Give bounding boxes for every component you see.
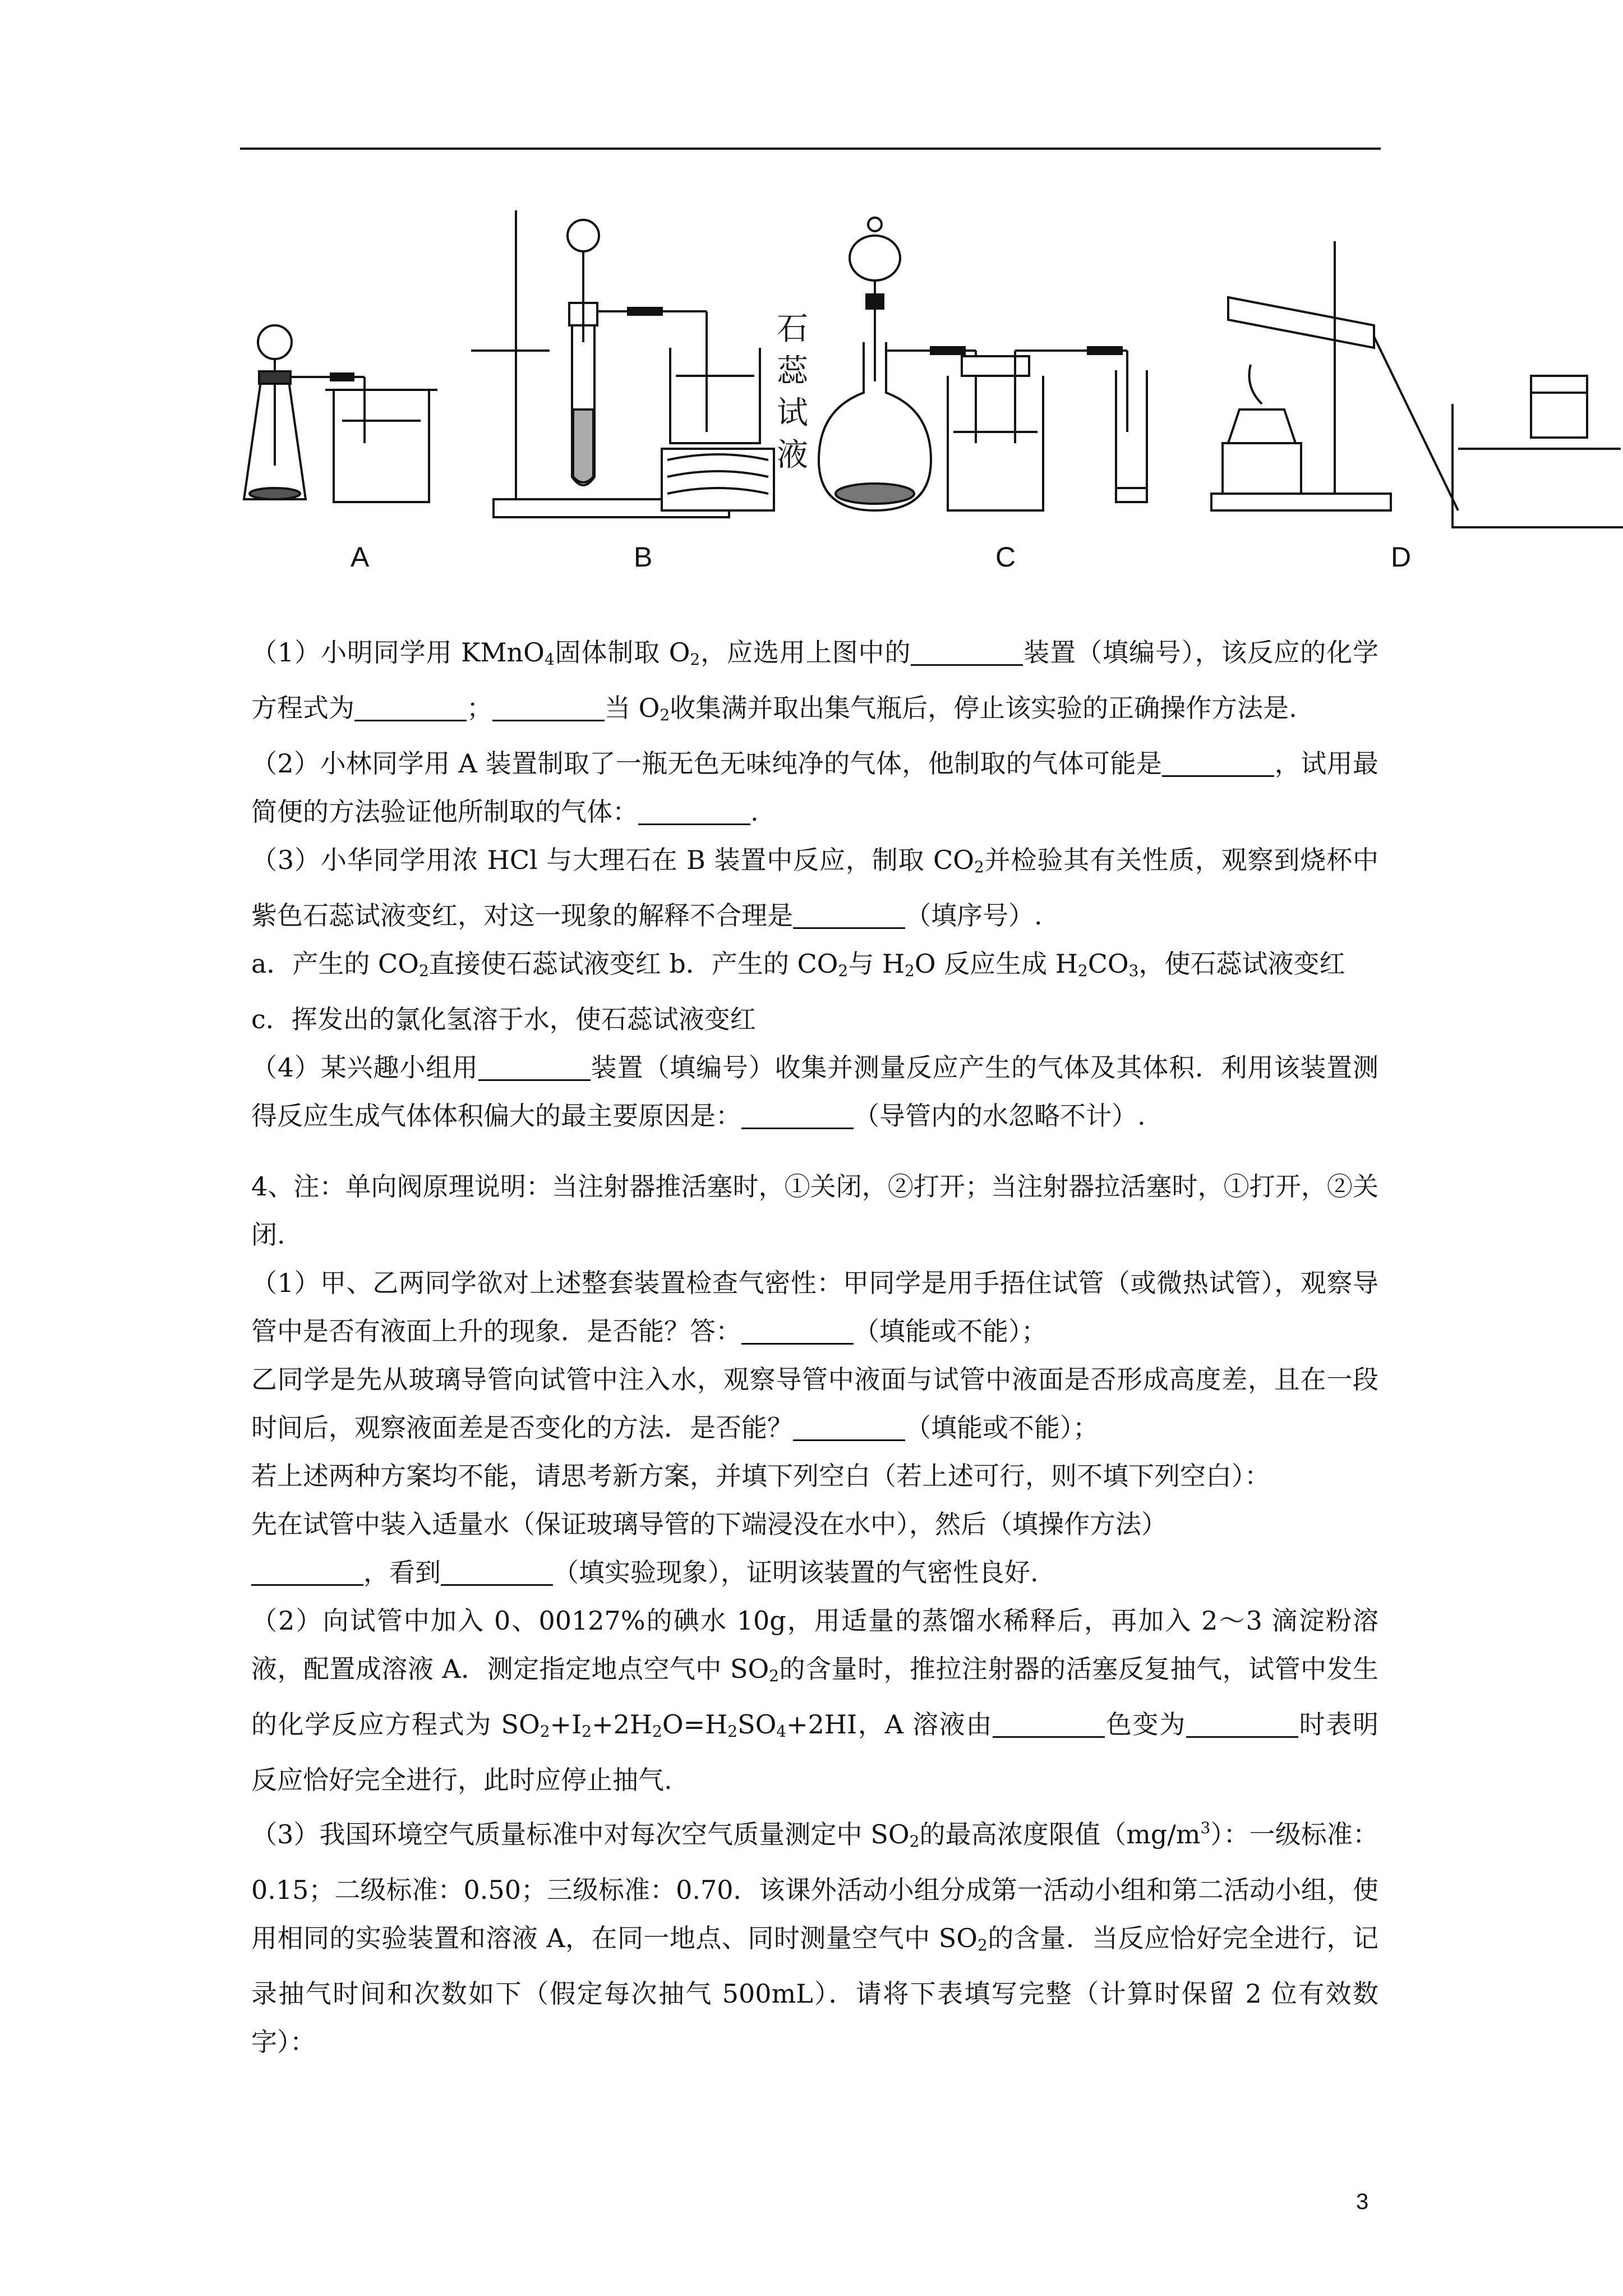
litmus-label-4: 液 (777, 437, 808, 473)
problem-4-intro: 4、注：单向阀原理说明：当注射器推活塞时，①关闭，②打开；当注射器拉活塞时，①打开，②关闭. (251, 1171, 1378, 1250)
answer-blank[interactable] (251, 1556, 363, 1586)
litmus-label-2: 蕊 (777, 353, 808, 389)
apparatus-b (471, 210, 774, 517)
answer-blank[interactable] (741, 1315, 854, 1345)
answer-blank[interactable] (441, 1556, 553, 1586)
problem-4-part-1e: ，看到 （填实验现象），证明该装置的气密性良好. (251, 1548, 1378, 1596)
question-3-option-ab: a．产生的 $CO_2$直接使石蕊试液变红 b．产生的 $CO_2$与 $H_2O$ 反应生成 $H_2CO_3$，使石蕊试液变红 (251, 949, 1345, 980)
answer-blank[interactable] (354, 692, 467, 721)
answer-blank[interactable] (638, 795, 750, 825)
answer-blank[interactable] (741, 1099, 854, 1129)
page-number: 3 (1356, 2189, 1369, 2214)
answer-blank[interactable] (492, 692, 605, 721)
label-d: D (1391, 541, 1412, 573)
problem-4-part-1d: 先在试管中装入适量水（保证玻璃导管的下端浸没在水中），然后（填操作方法） (251, 1509, 1167, 1539)
litmus-label-3: 试 (777, 395, 808, 431)
problem-4-part-2: （2）向试管中加入 0、00127%的碘水 10g，用适量的蒸馏水稀释后，再加入 2～3 滴淀粉溶液，配置成溶液 A．测定指定地点空气中 $SO_2$的含量时，推拉注射器的活塞反复抽气，试管中发生的化学反应方程式为 $SO_2+I_2+2H_2O=H_2SO_4+2HI$，A 溶液由 色变为 时表明反应恰好完全进行，此时应停止抽气. (251, 1605, 1378, 1795)
problem-4-part-3: （3）我国环境空气质量标准中对每次空气质量测定中 $SO_2$的最高浓度限值$(mg/m^3)$：一级标准：0.15；二级标准：0.50；三级标准：0.70．该课外活动小组分成第一活动小组和第二活动小组，使用相同的实验装置和溶液 A，在同一地点、同时测量空气中 $SO_2$的含量．当反应恰好完全进行，记录抽气时间和次数如下（假定每次抽气 500mL）．请将下表填写完整（计算时保留 2 位有效数字）： (251, 1819, 1379, 2057)
apparatus-a (244, 325, 437, 502)
apparatus-d (1211, 241, 1623, 527)
problem-4-part-1a: （1）甲、乙两同学欲对上述整套装置检查气密性：甲同学是用手捂住试管（或微热试管），观察导管中是否有液面上升的现象．是否能？答： （填能或不能）； (251, 1268, 1378, 1346)
answer-blank[interactable] (1186, 1708, 1298, 1738)
apparatus-c (819, 218, 1147, 510)
answer-blank[interactable] (1162, 747, 1274, 777)
question-4: （4）某兴趣小组用 装置（填编号）收集并测量反应产生的气体及其体积．利用该装置测得反应生成气体体积偏大的最主要原因是： （导管内的水忽略不计）. (251, 1052, 1378, 1131)
litmus-label-1: 石 (777, 311, 808, 347)
answer-blank[interactable] (478, 1051, 591, 1081)
label-a: A (351, 541, 370, 573)
question-content (251, 628, 1378, 2066)
answer-blank[interactable] (793, 899, 905, 929)
answer-blank[interactable] (911, 636, 1023, 666)
answer-blank[interactable] (993, 1708, 1105, 1738)
question-2: （2）小林同学用 A 装置制取了一瓶无色无味纯净的气体，他制取的气体可能是 ，试用最简便的方法验证他所制取的气体： . (251, 748, 1379, 827)
answer-blank[interactable] (793, 1411, 905, 1441)
apparatus-drawing (236, 196, 1623, 589)
problem-4-part-1c: 若上述两种方案均不能，请思考新方案，并填下列空白（若上述可行，则不填下列空白）： (251, 1461, 1270, 1491)
question-1: （1）小明同学用 KMnO$_4$固体制取 $O_2$，应选用上图中的 装置（填编号），该反应的化学方程式为 ； 当 $O_2$收集满并取出集气瓶后，停止该实验的正确操作方法是. (251, 637, 1378, 724)
question-3-option-c: c．挥发出的氯化氢溶于水，使石蕊试液变红 (251, 1004, 756, 1034)
apparatus-figure (236, 196, 1623, 589)
problem-4-part-1b: 乙同学是先从玻璃导管向试管中注入水，观察导管中液面与试管中液面是否形成高度差，且在一段时间后，观察液面差是否变化的方法．是否能？ （填能或不能）； (251, 1364, 1378, 1443)
label-c: C (995, 541, 1016, 573)
question-3: （3）小华同学用浓 HCl 与大理石在 B 装置中反应，制取 $CO_2$并检验其有关性质，观察到烧杯中紫色石蕊试液变红，对这一现象的解释不合理是 （填序号）. (251, 845, 1378, 931)
header-rule (240, 148, 1381, 150)
label-b: B (634, 541, 653, 573)
